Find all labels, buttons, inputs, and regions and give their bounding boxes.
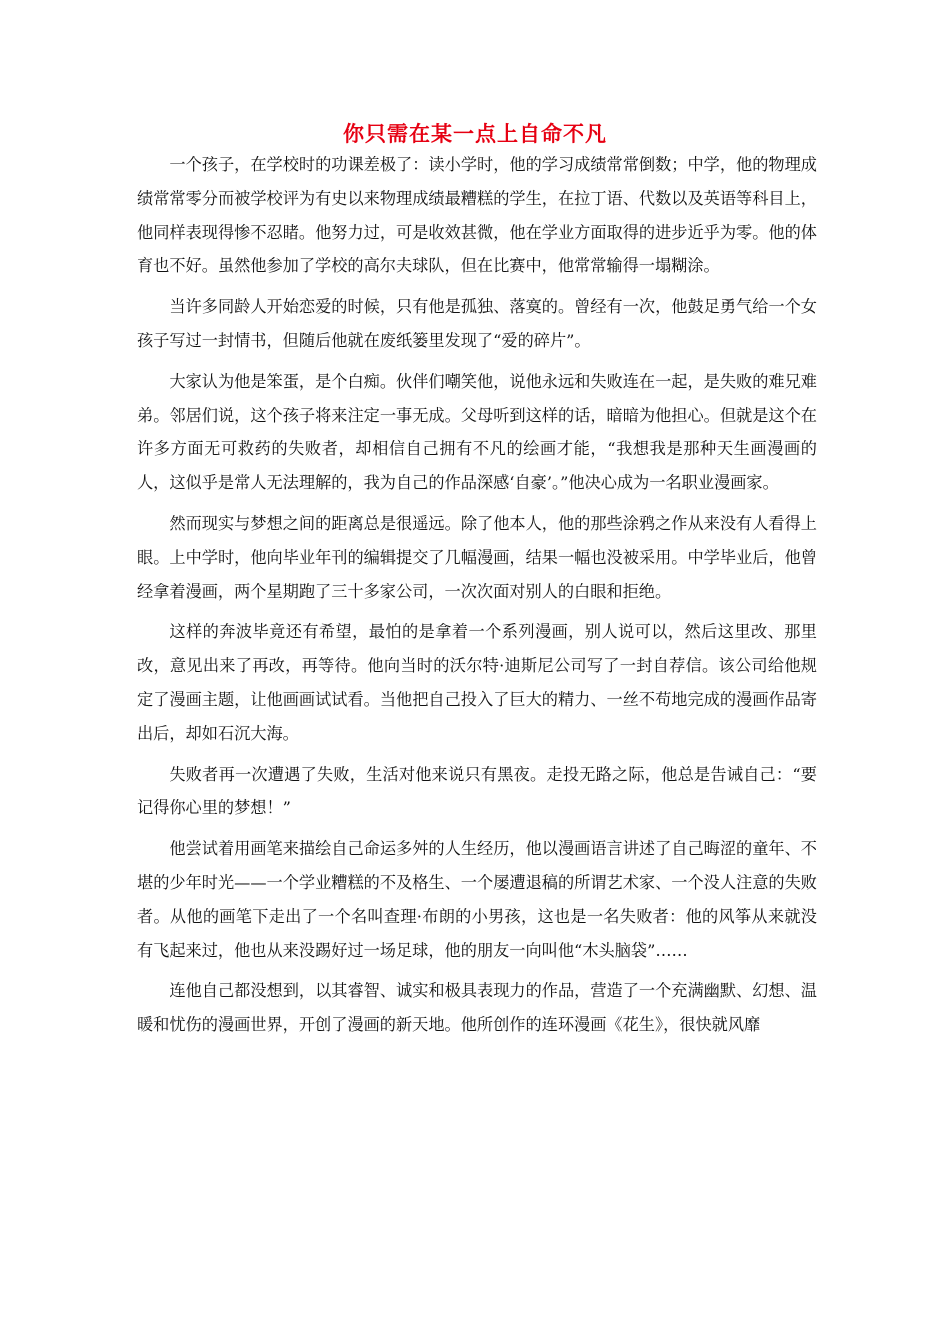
paragraph: 失败者再一次遭遇了失败，生活对他来说只有黑夜。走投无路之际，他总是告诫自己：“要记得你心里的梦想！” xyxy=(137,764,817,818)
paragraph: 然而现实与梦想之间的距离总是很遥远。除了他本人，他的那些涂鸦之作从来没有人看得上眼。上中学时，他向毕业年刊的编辑提交了几幅漫画，结果一幅也没被采用。中学毕业后，他曾经拿着漫画，两个星期跑了三十多家公司，一次次面对别人的白眼和拒绝。 xyxy=(137,513,817,601)
article-title: 你只需在某一点上自命不凡 xyxy=(343,122,607,146)
paragraph: 一个孩子，在学校时的功课差极了：读小学时，他的学习成绩常常倒数；中学，他的物理成绩常常零分而被学校评为有史以来物理成绩最糟糕的学生，在拉丁语、代数以及英语等科目上，他同样表现得惨不忍睹。他努力过，可是收效甚微，他在学业方面取得的进步近乎为零。他的体育也不好。虽然他参加了学校的高尔夫球队，但在比赛中，他常常输得一塌糊涂。 xyxy=(137,155,817,276)
paragraph: 他尝试着用画笔来描绘自己命运多舛的人生经历，他以漫画语言讲述了自己晦涩的童年、不堪的少年时光——一个学业糟糕的不及格生、一个屡遭退稿的所谓艺术家、一个没人注意的失败者。从他的画笔下走出了一个名叫查理·布朗的小男孩，这也是一名失败者：他的风筝从来就没有飞起来过，他也从来没踢好过一场足球，他的朋友一向叫他“木头脑袋”…… xyxy=(137,839,817,960)
paragraph: 连他自己都没想到，以其睿智、诚实和极具表现力的作品，营造了一个充满幽默、幻想、温暖和忧伤的漫画世界，开创了漫画的新天地。他所创作的连环漫画《花生》，很快就风靡 xyxy=(137,981,817,1035)
paragraph: 大家认为他是笨蛋，是个白痴。伙伴们嘲笑他，说他永远和失败连在一起，是失败的难兄难弟。邻居们说，这个孩子将来注定一事无成。父母听到这样的话，暗暗为他担心。但就是这个在许多方面无可救药的失败者，却相信自己拥有不凡的绘画才能，“我想我是那种天生画漫画的人，这似乎是常人无法理解的，我为自己的作品深感‘自豪’。”他决心成为一名职业漫画家。 xyxy=(137,371,817,493)
article-body xyxy=(137,148,817,1049)
paragraph: 这样的奔波毕竟还有希望，最怕的是拿着一个系列漫画，别人说可以，然后这里改、那里改，意见出来了再改，再等待。他向当时的沃尔特·迪斯尼公司写了一封自荐信。该公司给他规定了漫画主题，让他画画试试看。当他把自己投入了巨大的精力、一丝不苟地完成的漫画作品寄出后，却如石沉大海。 xyxy=(137,622,817,743)
paragraph: 当许多同龄人开始恋爱的时候，只有他是孤独、落寞的。曾经有一次，他鼓足勇气给一个女孩子写过一封情书，但随后他就在废纸篓里发现了“爱的碎片”。 xyxy=(137,297,817,350)
